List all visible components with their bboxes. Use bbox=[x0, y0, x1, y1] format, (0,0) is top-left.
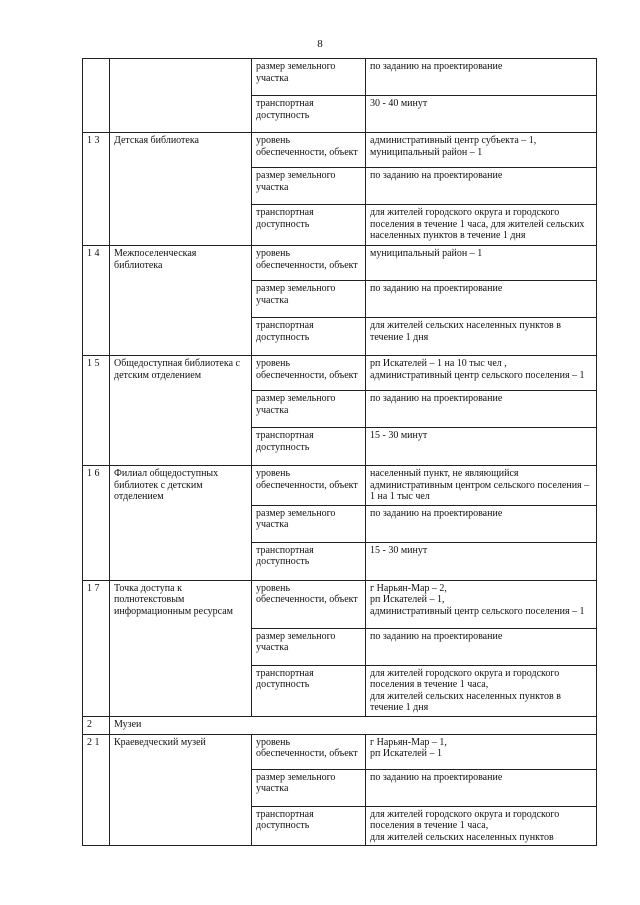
row-number: 1 7 bbox=[83, 580, 110, 716]
parameter-value: 30 - 40 минут bbox=[366, 96, 597, 133]
table-row bbox=[83, 356, 597, 391]
parameter-value: г Нарьян-Мар – 1, рп Искателей – 1 bbox=[366, 734, 597, 769]
parameter-label: уровень обеспеченности, объект bbox=[252, 356, 366, 391]
facility-name: Точка доступа к полнотекстовым информационным ресурсам bbox=[110, 580, 252, 716]
parameter-value: по заданию на проектирование bbox=[366, 769, 597, 806]
row-number: 1 6 bbox=[83, 466, 110, 581]
parameter-label: уровень обеспеченности, объект bbox=[252, 580, 366, 628]
parameter-label: транспортная доступность bbox=[252, 665, 366, 716]
norms-table bbox=[82, 58, 597, 846]
table-row bbox=[83, 59, 597, 96]
table-row bbox=[83, 466, 597, 506]
row-number: 1 4 bbox=[83, 246, 110, 356]
parameter-value: населенный пункт, не являющийся административным центром сельского поселения – 1 на 1 тыс чел bbox=[366, 466, 597, 506]
parameter-value: 15 - 30 минут bbox=[366, 428, 597, 466]
table-row bbox=[83, 133, 597, 168]
table-row bbox=[83, 246, 597, 281]
table-row bbox=[83, 716, 597, 734]
parameter-value: по заданию на проектирование bbox=[366, 505, 597, 542]
parameter-value: по заданию на проектирование bbox=[366, 168, 597, 205]
parameter-value: г Нарьян-Мар – 2, рп Искателей – 1, административный центр сельского поселения – 1 bbox=[366, 580, 597, 628]
norms-table-body bbox=[83, 59, 597, 846]
parameter-value: для жителей сельских населенных пунктов в течение 1 дня bbox=[366, 318, 597, 356]
parameter-label: транспортная доступность bbox=[252, 428, 366, 466]
parameter-label: транспортная доступность bbox=[252, 806, 366, 846]
facility-name bbox=[110, 59, 252, 133]
facility-name: Филиал общедоступных библиотек с детским отделением bbox=[110, 466, 252, 581]
parameter-value: муниципальный район – 1 bbox=[366, 246, 597, 281]
parameter-label: транспортная доступность bbox=[252, 542, 366, 580]
row-number: 1 3 bbox=[83, 133, 110, 246]
row-number: 2 1 bbox=[83, 734, 110, 846]
table-row bbox=[83, 580, 597, 628]
row-number: 1 5 bbox=[83, 356, 110, 466]
parameter-label: уровень обеспеченности, объект bbox=[252, 466, 366, 506]
parameter-label: размер земельного участка bbox=[252, 168, 366, 205]
parameter-value: 15 - 30 минут bbox=[366, 542, 597, 580]
parameter-label: размер земельного участка bbox=[252, 59, 366, 96]
facility-name: Межпоселенческая библиотека bbox=[110, 246, 252, 356]
parameter-value: для жителей городского округа и городского поселения в течение 1 часа, для жителей сельских населенных пунктов bbox=[366, 806, 597, 846]
parameter-label: размер земельного участка bbox=[252, 628, 366, 665]
parameter-value: для жителей городского округа и городского поселения в течение 1 часа, для жителей сельских населенных пунктов в течение 1 дня bbox=[366, 205, 597, 246]
parameter-label: размер земельного участка bbox=[252, 391, 366, 428]
facility-name: Краеведческий музей bbox=[110, 734, 252, 846]
parameter-label: уровень обеспеченности, объект bbox=[252, 246, 366, 281]
parameter-value: по заданию на проектирование bbox=[366, 59, 597, 96]
parameter-label: транспортная доступность bbox=[252, 318, 366, 356]
parameter-value: административный центр субъекта – 1, муниципальный район – 1 bbox=[366, 133, 597, 168]
parameter-label: транспортная доступность bbox=[252, 96, 366, 133]
parameter-value: по заданию на проектирование bbox=[366, 628, 597, 665]
parameter-value: по заданию на проектирование bbox=[366, 391, 597, 428]
parameter-value: по заданию на проектирование bbox=[366, 281, 597, 318]
section-title: Музеи bbox=[110, 716, 597, 734]
page-number: 8 bbox=[317, 38, 323, 50]
facility-name: Детская библиотека bbox=[110, 133, 252, 246]
row-number: 2 bbox=[83, 716, 110, 734]
parameter-label: транспортная доступность bbox=[252, 205, 366, 246]
parameter-value: рп Искателей – 1 на 10 тыс чел , административный центр сельского поселения – 1 bbox=[366, 356, 597, 391]
table-row bbox=[83, 734, 597, 769]
parameter-label: размер земельного участка bbox=[252, 769, 366, 806]
parameter-label: уровень обеспеченности, объект bbox=[252, 133, 366, 168]
parameter-label: размер земельного участка bbox=[252, 505, 366, 542]
parameter-label: уровень обеспеченности, объект bbox=[252, 734, 366, 769]
parameter-value: для жителей городского округа и городского поселения в течение 1 часа, для жителей сельских населенных пунктов в течение 1 дня bbox=[366, 665, 597, 716]
parameter-label: размер земельного участка bbox=[252, 281, 366, 318]
facility-name: Общедоступная библиотека с детским отделением bbox=[110, 356, 252, 466]
row-number bbox=[83, 59, 110, 133]
